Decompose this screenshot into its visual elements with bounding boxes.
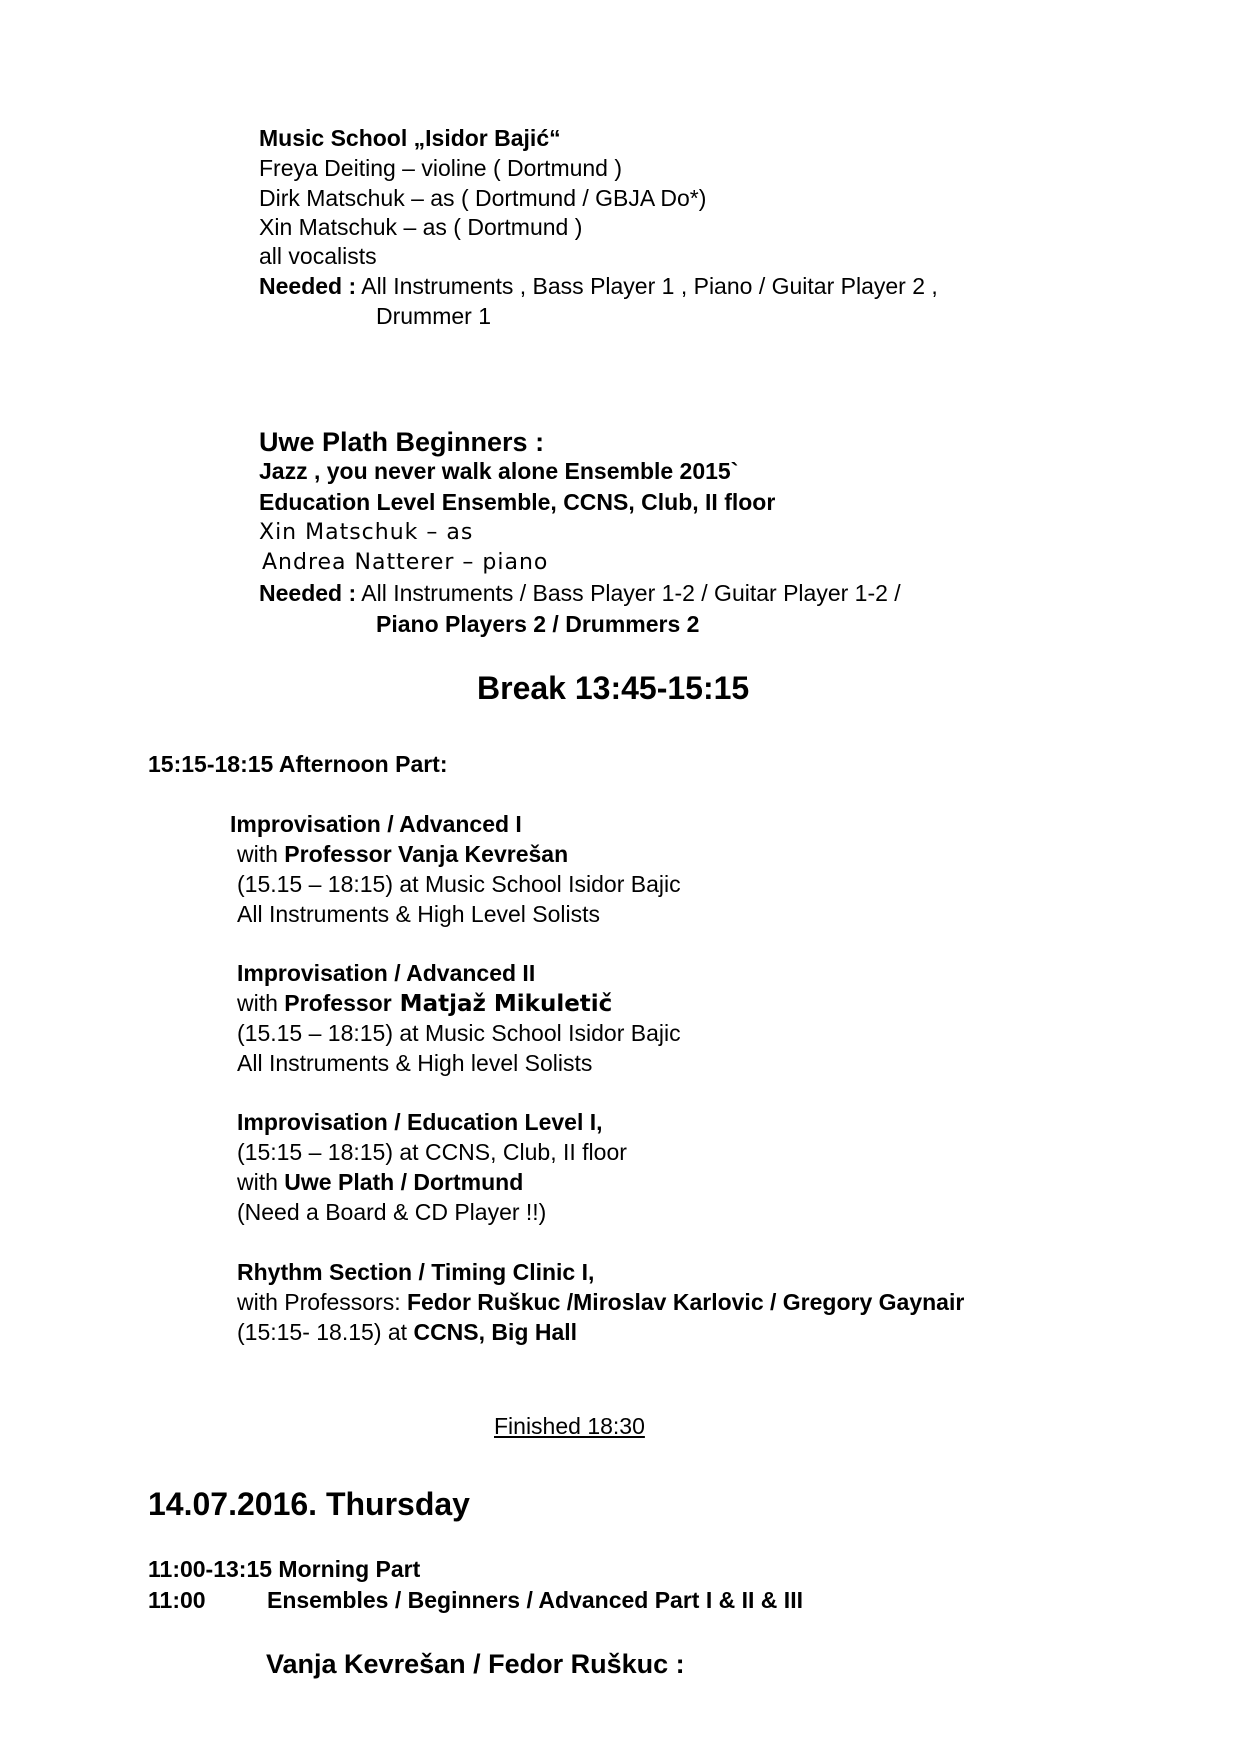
ensemble-description: Ensembles / Beginners / Advanced Part I & II & III: [267, 1587, 803, 1613]
session-note: (Need a Board & CD Player !!): [237, 1199, 547, 1225]
session-time: (15.15 – 18:15) at Music School Isidor Bajic: [237, 871, 681, 897]
participant-line: Dirk Matschuk – as ( Dortmund / GBJA Do*): [259, 185, 707, 211]
session-time: (15:15 – 18:15) at CCNS, Club, II floor: [237, 1139, 627, 1165]
session-note: All Instruments & High Level Solists: [237, 901, 601, 927]
day-title: 14.07.2016. Thursday: [148, 1486, 470, 1522]
needed-line: [259, 272, 938, 300]
needed-line: [259, 579, 901, 607]
session-time: (15:15- 18.15) at CCNS, Big Hall: [237, 1319, 578, 1345]
morning-heading: 11:00-13:15 Morning Part: [148, 1556, 421, 1582]
ensemble-time: 11:00: [148, 1587, 206, 1613]
session-teacher: Fedor Ruškuc /Miroslav Karlovic / Gregory Gaynair: [407, 1289, 965, 1315]
participant-line: all vocalists: [259, 243, 377, 269]
finished-time: Finished 18:30: [494, 1413, 645, 1439]
teachers-heading: Vanja Kevrešan / Fedor Ruškuc :: [266, 1649, 685, 1679]
session-with: with Uwe Plath / Dortmund: [237, 1169, 524, 1195]
session-title: Improvisation / Advanced II: [237, 960, 536, 986]
session-title: Improvisation / Education Level I,: [237, 1109, 603, 1135]
member-line: Andrea Natterer – piano: [262, 550, 549, 575]
session-teacher-name: Matjaž Mikuletič: [391, 991, 613, 1017]
school-title: Music School „Isidor Bajić“: [259, 125, 561, 151]
member-line: Xin Matschuk – as: [259, 520, 474, 545]
ensemble-subtitle: Education Level Ensemble, CCNS, Club, II floor: [259, 489, 776, 515]
session-with: with Professor Matjaž Mikuletič: [237, 990, 613, 1017]
participant-line: Freya Deiting – violine ( Dortmund ): [259, 155, 623, 181]
needed-text: All Instruments , Bass Player 1 , Piano / Guitar Player 2 ,: [361, 273, 938, 299]
needed-label: Needed :: [259, 580, 357, 606]
afternoon-heading: 15:15-18:15 Afternoon Part:: [148, 751, 448, 777]
session-with: with Professor Vanja Kevrešan: [237, 841, 569, 867]
needed-continuation: Piano Players 2 / Drummers 2: [376, 611, 700, 637]
break-title: Break 13:45-15:15: [477, 670, 750, 706]
ensemble-heading: Uwe Plath Beginners :: [259, 427, 545, 457]
session-time: (15.15 – 18:15) at Music School Isidor Bajic: [237, 1020, 681, 1046]
session-teacher: Professor Vanja Kevrešan: [284, 841, 569, 867]
needed-text: All Instruments / Bass Player 1-2 / Guitar Player 1-2 /: [361, 580, 901, 606]
session-title: Improvisation / Advanced I: [230, 811, 522, 837]
session-with: with Professors: Fedor Ruškuc /Miroslav Karlovic / Gregory Gaynair: [237, 1289, 965, 1315]
ensemble-subtitle: Jazz , you never walk alone Ensemble 2015`: [259, 458, 739, 484]
needed-label: Needed :: [259, 273, 357, 299]
session-place: CCNS, Big Hall: [413, 1319, 578, 1345]
session-teacher: Uwe Plath / Dortmund: [284, 1169, 524, 1195]
session-title: Rhythm Section / Timing Clinic I,: [237, 1259, 595, 1285]
session-note: All Instruments & High level Solists: [237, 1050, 593, 1076]
needed-continuation: Drummer 1: [376, 303, 492, 329]
participant-line: Xin Matschuk – as ( Dortmund ): [259, 214, 583, 240]
session-teacher: Professor: [284, 990, 392, 1016]
